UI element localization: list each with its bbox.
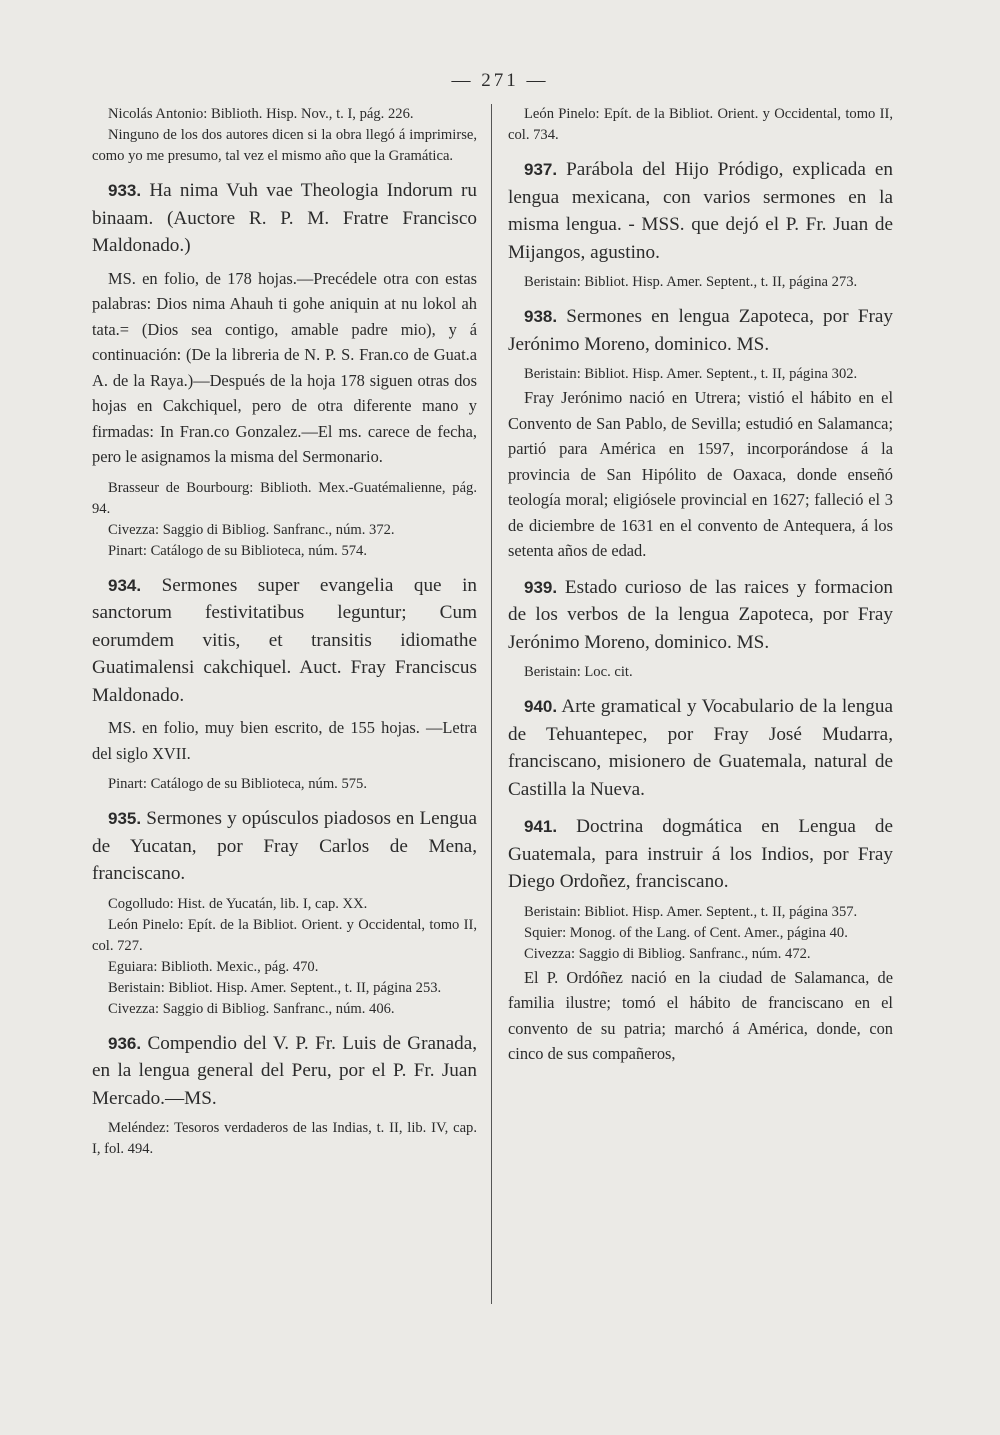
reference: Civezza: Saggio di Bibliog. Sanfranc., núm. 472. [524, 945, 811, 962]
reference: Pinart: Catálogo de su Biblioteca, núm. 574. [108, 542, 368, 559]
entry-number: 934. [108, 575, 142, 595]
reference: Cogolludo: Hist. de Yucatán, lib. I, cap. XX. [108, 895, 368, 912]
reference: Beristain: Bibliot. Hisp. Amer. Septent., t. II, página 357. [524, 903, 858, 920]
reference: Beristain: Bibliot. Hisp. Amer. Septent., t. II, página 302. [524, 366, 858, 382]
page-number: — 271 — [451, 70, 549, 91]
entry-number: 941. [524, 817, 558, 836]
left-column [92, 104, 477, 1160]
reference: Civezza: Saggio di Bibliog. Sanfranc., núm. 406. [108, 1000, 395, 1017]
entry-940-title [508, 693, 893, 803]
reference: Pinart: Catálogo de su Biblioteca, núm. 575. [108, 776, 368, 792]
reference: Squier: Monog. of the Lang. of Cent. Amer., página 40. [524, 924, 848, 941]
entry-title-text: Ha nima Vuh vae Theologia Indorum ru binaam. (Auctore R. P. M. Fratre Francisco Maldonado.) [92, 180, 477, 256]
entry-938-body: Fray Jerónimo nació en Utrera; vistió el hábito en el Convento de San Pablo, de Sevilla; estudió en Salamanca; partió para América en 1597, incorporándose á la provincia de San Hipólito de Oaxaca, donde enseñó teología moral; eligiósele provincial en 1627; falleció el 3 de diciembre de 1631 en el convento de Antequera, á los setenta años de edad. [508, 388, 893, 560]
entry-title-text: Sermones y opúsculos piadosos en Lengua de Yucatan, por Fray Carlos de Mena, franciscano. [92, 808, 477, 884]
reference: Brasseur de Bourbourg: Biblioth. Mex.-Guatémalienne, pág. 94. [92, 479, 477, 517]
entry-title-text: Arte gramatical y Vocabulario de la lengua de Tehuantepec, por Fray José Mudarra, franciscano, misionero de Guatemala, natural de Castilla la Nueva. [508, 696, 893, 800]
entry-937-title [508, 156, 893, 266]
entry-933-body: MS. en folio, de 178 hojas.—Precédele otra con estas palabras: Dios nima Ahauh ti gohe aniquin at nu lokol ah tata.= (Dios sea contigo, amable padre mio), y á continuación: (De la libreria de N. P. S. Fran.co de Guat.a A. de la Raya.)—Después de la hoja 178 siguen otras dos hojas en Cakchiquel, pero de otra diferente mano y firmadas: In Fran.co Gonzalez.—El ms. carece de fecha, pero le asignamos la misma del Sermonario. [92, 268, 477, 466]
entry-934-body: MS. en folio, muy bien escrito, de 155 hojas. —Letra del siglo XVII. [92, 718, 477, 763]
reference: Eguiara: Biblioth. Mexic., pág. 470. [108, 958, 319, 975]
entry-941-body: El P. Ordóñez nació en la ciudad de Salamanca, de familia ilustre; tomó el hábito de franciscano en el convento de su patria; marchó á América, donde, con cinco de sus compañeros, [508, 967, 893, 1063]
entry-941-title [508, 813, 893, 896]
entry-number: 939. [524, 577, 558, 597]
entry-933-title [92, 177, 477, 260]
entry-title-text: Parábola del Hijo Pródigo, explicada en lengua mexicana, con varios sermones en la misma lengua. - MSS. que dejó el P. Fr. Juan de Mijangos, agustino. [508, 159, 893, 263]
reference: Beristain: Bibliot. Hisp. Amer. Septent., t. II, página 253. [108, 979, 442, 996]
reference: Meléndez: Tesoros verdaderos de las Indias, t. II, lib. IV, cap. I, fol. 494. [92, 1120, 477, 1157]
entry-939-title [508, 574, 893, 657]
entry-title-text: Sermones en lengua Zapoteca, por Fray Jerónimo Moreno, dominico. MS. [508, 306, 893, 355]
entry-number: 935. [108, 809, 142, 828]
reference: León Pinelo: Epít. de la Bibliot. Orient. y Occidental, tomo II, col. 734. [508, 106, 893, 143]
entry-title-text: Sermones super evangelia que in sanctorum festivitatibus leguntur; Cum eorumdem vitis, et transitis idiomathe Guatimalensi cakchiquel. Auct. Fray Franciscus Maldonado. [92, 574, 478, 706]
entry-title-text: Compendio del V. P. Fr. Luis de Granada, en la lengua general del Peru, por el P. Fr. Juan Mercado.—MS. [92, 1032, 478, 1109]
entry-number: 937. [524, 160, 558, 179]
right-column [508, 104, 893, 1075]
reference: León Pinelo: Epít. de la Bibliot. Orient. y Occidental, tomo II, col. 727. [92, 916, 477, 954]
entry-934-title [92, 572, 477, 710]
entry-title-text: Doctrina dogmática en Lengua de Guatemala, para instruir á los Indios, por Fray Diego Ordoñez, franciscano. [508, 816, 893, 892]
entry-title-text: Estado curioso de las raices y formacion de los verbos de la lengua Zapoteca, por Fray Jerónimo Moreno, dominico. MS. [508, 576, 894, 653]
reference: Beristain: Loc. cit. [524, 664, 633, 680]
entry-number: 940. [524, 697, 558, 716]
entry-936-title [92, 1030, 477, 1113]
entry-935-title [92, 805, 477, 888]
reference: Beristain: Bibliot. Hisp. Amer. Septent., t. II, página 273. [524, 274, 858, 290]
reference: Ninguno de los dos autores dicen si la obra llegó á imprimirse, como yo me presumo, tal vez el mismo año que la Gramática. [92, 127, 477, 164]
column-divider [491, 104, 492, 1304]
entry-number: 938. [524, 307, 558, 326]
reference: Civezza: Saggio di Bibliog. Sanfranc., núm. 372. [108, 521, 395, 538]
entry-938-title [508, 303, 893, 358]
entry-number: 933. [108, 181, 142, 200]
reference: Nicolás Antonio: Biblioth. Hisp. Nov., t. I, pág. 226. [108, 106, 414, 122]
entry-number: 936. [108, 1033, 142, 1053]
